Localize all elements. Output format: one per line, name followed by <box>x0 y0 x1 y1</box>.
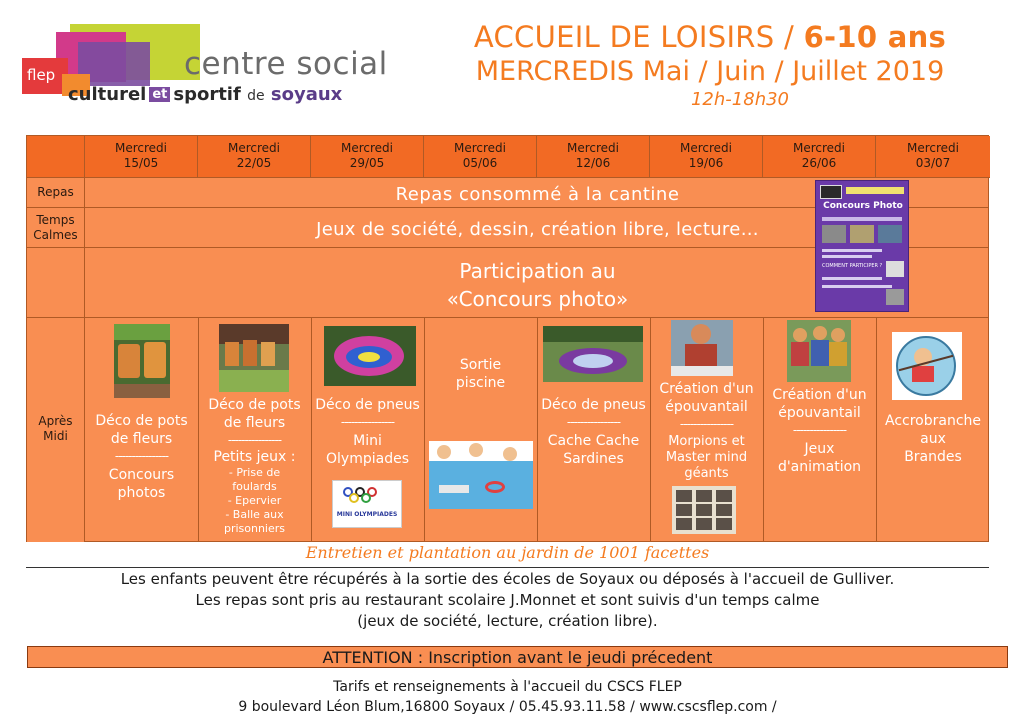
olympic-ring <box>349 493 359 503</box>
activity-text: épouvantail <box>665 399 748 415</box>
column-day: Mercredi <box>340 141 393 155</box>
activity-text: géants <box>684 466 729 481</box>
activity-text: Création d'un <box>659 381 754 397</box>
column-date: 05/06 <box>462 156 498 170</box>
garden-note: Entretien et plantation au jardin de 1001 facettes <box>305 543 710 562</box>
game-piece <box>716 490 732 502</box>
logo-soyaux: soyaux <box>270 84 343 105</box>
column-day: Mercredi <box>227 141 280 155</box>
column-date: 29/05 <box>349 156 385 170</box>
column-day: Mercredi <box>906 141 959 155</box>
column-date: 22/05 <box>236 156 272 170</box>
activity-text: photos <box>117 485 166 501</box>
column-header <box>311 136 424 178</box>
row-label-line: Temps <box>36 213 75 227</box>
activity-text: prisonniers <box>223 522 286 535</box>
contact-line: Tarifs et renseignements à l'accueil du CSCS FLEP <box>333 679 682 695</box>
logo-centre-social-text: centre social <box>184 46 388 82</box>
activity-text: Déco de pneus <box>541 397 646 413</box>
centre-social-logo <box>22 22 422 117</box>
title-age: 6-10 ans <box>803 20 947 54</box>
title-line-1 <box>440 20 980 54</box>
contact-info <box>26 677 989 717</box>
participation-line-1: Participation au <box>459 259 616 283</box>
game-piece <box>676 490 692 502</box>
column-header <box>198 136 311 178</box>
table-corner <box>27 136 85 178</box>
activity-text: Création d'un <box>772 387 867 403</box>
row-label-repas: Repas <box>27 178 85 208</box>
activity-cell-2 <box>198 320 311 542</box>
activity-text: Déco de pots <box>95 413 188 429</box>
logo-de: de <box>247 88 265 104</box>
poster-line <box>822 255 872 258</box>
row-label-line: Calmes <box>33 228 78 242</box>
activity-text: d'animation <box>777 459 862 475</box>
schedule-table <box>26 135 989 542</box>
info-line: (jeux de société, lecture, création libre). <box>357 612 658 630</box>
row-label-participation <box>27 248 85 318</box>
column-day: Mercredi <box>566 141 619 155</box>
column-header <box>650 136 763 178</box>
olympic-ring <box>361 493 371 503</box>
column-date: 12/06 <box>575 156 611 170</box>
activity-cell-7 <box>763 320 876 542</box>
poster-line <box>822 277 882 280</box>
activity-text: Sardines <box>563 451 624 467</box>
column-day: Mercredi <box>679 141 732 155</box>
activity-text: de fleurs <box>110 431 173 447</box>
swimmer <box>503 447 517 461</box>
activity-text: Olympiades <box>326 451 409 467</box>
info-line: Les enfants peuvent être récupérés à la sortie des écoles de Soyaux ou déposés à l'accueil de Gulliver. <box>120 570 895 588</box>
concours-photo-poster <box>815 180 909 312</box>
logo-tagline <box>68 84 342 105</box>
activity-text: Petits jeux : <box>213 449 296 465</box>
activity-text: Concours <box>108 467 175 483</box>
activity-text: foulards <box>232 480 277 493</box>
poster-question: COMMENT PARTICIPER ? <box>822 263 883 269</box>
activity-text: Master mind <box>665 450 748 465</box>
column-header <box>763 136 876 178</box>
activity-text: épouvantail <box>778 405 861 421</box>
mini-olympiades-sign <box>332 480 402 528</box>
activity-separator: ---------------- <box>340 415 395 429</box>
activity-text: Déco de pots <box>208 397 301 413</box>
activity-cell-5 <box>537 320 650 542</box>
title-line-2: MERCREDIS Mai / Juin / Juillet 2019 <box>475 56 945 87</box>
column-date: 19/06 <box>688 156 724 170</box>
activity-separator: ---------------- <box>566 415 621 429</box>
contact-address: 9 boulevard Léon Blum,16800 Soyaux / 05.45.93.11.58 / www.cscsflep.com / <box>238 699 777 715</box>
poster-photo <box>886 289 904 305</box>
poster-line <box>822 285 892 288</box>
activity-text: piscine <box>455 375 506 391</box>
logo-sportif: sportif <box>173 84 241 105</box>
participation-line-2: «Concours photo» <box>446 287 629 311</box>
activity-text: - Epervier <box>227 494 282 507</box>
row-label-line: Après <box>38 414 73 428</box>
activity-separator: ---------------- <box>792 423 847 437</box>
row-label-apres-midi <box>27 318 85 542</box>
row-label-line: Midi <box>43 429 68 443</box>
activity-text: Brandes <box>904 449 962 465</box>
title-hours: 12h-18h30 <box>690 89 790 110</box>
activity-separator: ---------------- <box>227 433 282 447</box>
poster-photo <box>878 225 902 243</box>
row-label-temps-calmes <box>27 208 85 248</box>
game-piece <box>696 518 712 530</box>
column-day: Mercredi <box>792 141 845 155</box>
game-piece <box>696 490 712 502</box>
activity-separator: ---------------- <box>679 417 734 431</box>
activity-text: Mini <box>353 433 382 449</box>
tic-tac-toe-photo <box>672 486 736 534</box>
swimmer <box>437 445 451 459</box>
column-date: 15/05 <box>123 156 159 170</box>
poster-line <box>822 249 882 252</box>
activity-text: Déco de pneus <box>315 397 420 413</box>
activity-text: Accrobranche <box>884 413 982 429</box>
column-header <box>537 136 650 178</box>
sign-text: MINI OLYMPIADES <box>336 511 398 518</box>
divider <box>26 567 989 568</box>
activity-text: - Prise de <box>228 466 281 479</box>
poster-phone <box>886 261 904 277</box>
game-piece <box>716 504 732 516</box>
column-date: 26/06 <box>801 156 837 170</box>
column-day: Mercredi <box>114 141 167 155</box>
column-header <box>424 136 537 178</box>
activity-text: - Balle aux <box>225 508 284 521</box>
activity-text: de fleurs <box>223 415 286 431</box>
info-line: Les repas sont pris au restaurant scolaire J.Monnet et sont suivis d'un temps calme <box>195 591 820 609</box>
swimmer <box>469 443 483 457</box>
game-piece <box>716 518 732 530</box>
poster-camera-thumb <box>820 185 842 199</box>
game-piece <box>676 504 692 516</box>
activity-text: Morpions et <box>668 434 745 449</box>
activity-text: Jeux <box>804 441 835 457</box>
attention-banner: ATTENTION : Inscription avant le jeudi précedent <box>27 646 1008 668</box>
column-header <box>85 136 198 178</box>
poster-photo <box>850 225 874 243</box>
swimming-pool-illustration <box>429 441 533 509</box>
logo-culturel: culturel <box>68 84 147 105</box>
activity-separator: ---------------- <box>114 449 169 463</box>
column-day: Mercredi <box>453 141 506 155</box>
activity-text: aux <box>920 431 946 447</box>
diving-board <box>439 485 469 493</box>
poster-line <box>822 217 902 221</box>
logo-flep-text: flep <box>27 66 56 84</box>
activity-text: Cache Cache <box>547 433 640 449</box>
poster-photo <box>822 225 846 243</box>
poster-title: Concours Photo <box>823 201 903 211</box>
column-header <box>876 136 990 178</box>
info-paragraph <box>26 569 989 632</box>
float-ring <box>485 481 505 493</box>
activity-text: Sortie <box>459 357 502 373</box>
column-date: 03/07 <box>915 156 951 170</box>
game-piece <box>696 504 712 516</box>
poster-logo-band <box>846 187 904 194</box>
game-piece <box>676 518 692 530</box>
title-prefix: ACCUEIL DE LOISIRS / <box>473 20 804 54</box>
repas-text: Repas consommé à la cantine <box>395 184 680 205</box>
logo-et: et <box>149 87 170 102</box>
activity-cell-8 <box>876 320 990 542</box>
temps-calmes-text: Jeux de société, dessin, création libre, lecture… <box>316 219 759 240</box>
activity-cell-1 <box>85 320 198 542</box>
page-title <box>440 20 980 110</box>
